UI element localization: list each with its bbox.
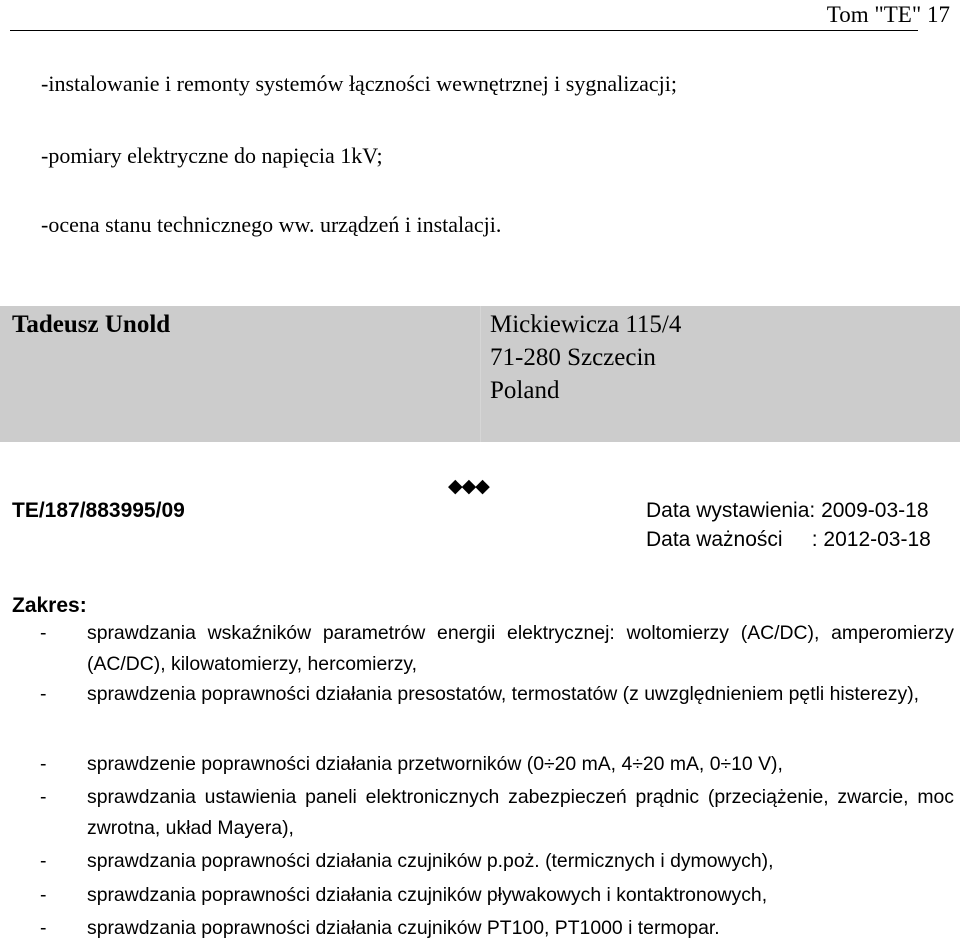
scope-item-dash: - [40, 683, 47, 705]
scope-item [40, 618, 954, 680]
scope-item-dash: - [40, 786, 47, 808]
intro-line-2: -pomiary elektryczne do napięcia 1kV; [41, 143, 383, 168]
scope-item-text: sprawdzania poprawności działania czujników pływakowych i kontaktronowych, [87, 884, 768, 906]
address-street: Mickiewicza 115/4 [490, 311, 682, 338]
intro-line-3: -ocena stanu technicznego ww. urządzeń i instalacji. [41, 212, 502, 237]
page-header-title: Tom "TE" 17 [826, 2, 950, 27]
scope-item-dash: - [40, 850, 47, 872]
scope-item-text: sprawdzenie poprawności działania przetworników (0÷20 mA, 4÷20 mA, 0÷10 V), [87, 753, 783, 775]
address-city: 71-280 Szczecin [490, 344, 656, 371]
scope-item [40, 679, 954, 710]
scope-item-dash: - [40, 753, 47, 775]
scope-item [40, 913, 954, 944]
issue-date: Data wystawienia: 2009-03-18 [646, 499, 929, 522]
scope-item-dash: - [40, 884, 47, 906]
scope-item [40, 782, 954, 844]
scope-item-dash: - [40, 917, 47, 939]
scope-item-text: sprawdzenia poprawności działania presostatów, termostatów (z uwzględnieniem pętli histerezy), [87, 683, 920, 705]
intro-line-1: -instalowanie i remonty systemów łączności wewnętrznej i sygnalizacji; [41, 71, 677, 96]
contact-card-divider [480, 306, 481, 442]
scope-item-text: sprawdzania poprawności działania czujników PT100, PT1000 i termopar. [87, 917, 720, 939]
contact-name: Tadeusz Unold [12, 311, 171, 338]
scope-item-text: sprawdzania wskaźników parametrów energii elektrycznej: woltomierzy (AC/DC), amperomierzy (AC/DC), kilowatomierzy, hercomierzy, [87, 622, 954, 675]
expiry-date: Data ważności : 2012-03-18 [646, 528, 931, 551]
scope-item [40, 880, 954, 911]
diamond-separator-icon: ◆◆◆ [448, 476, 489, 497]
scope-title: Zakres: [12, 594, 87, 617]
scope-item-text: sprawdzania ustawienia paneli elektronicznych zabezpieczeń prądnic (przeciążenie, zwarcie, moc zwrotna, układ Mayera), [87, 786, 954, 839]
header-rule [10, 30, 918, 31]
scope-item [40, 749, 954, 780]
scope-item-dash: - [40, 622, 47, 644]
certificate-number: TE/187/883995/09 [12, 499, 185, 522]
scope-item-text: sprawdzania poprawności działania czujników p.poż. (termicznych i dymowych), [87, 850, 774, 872]
address-country: Poland [490, 377, 560, 404]
scope-item [40, 846, 954, 877]
